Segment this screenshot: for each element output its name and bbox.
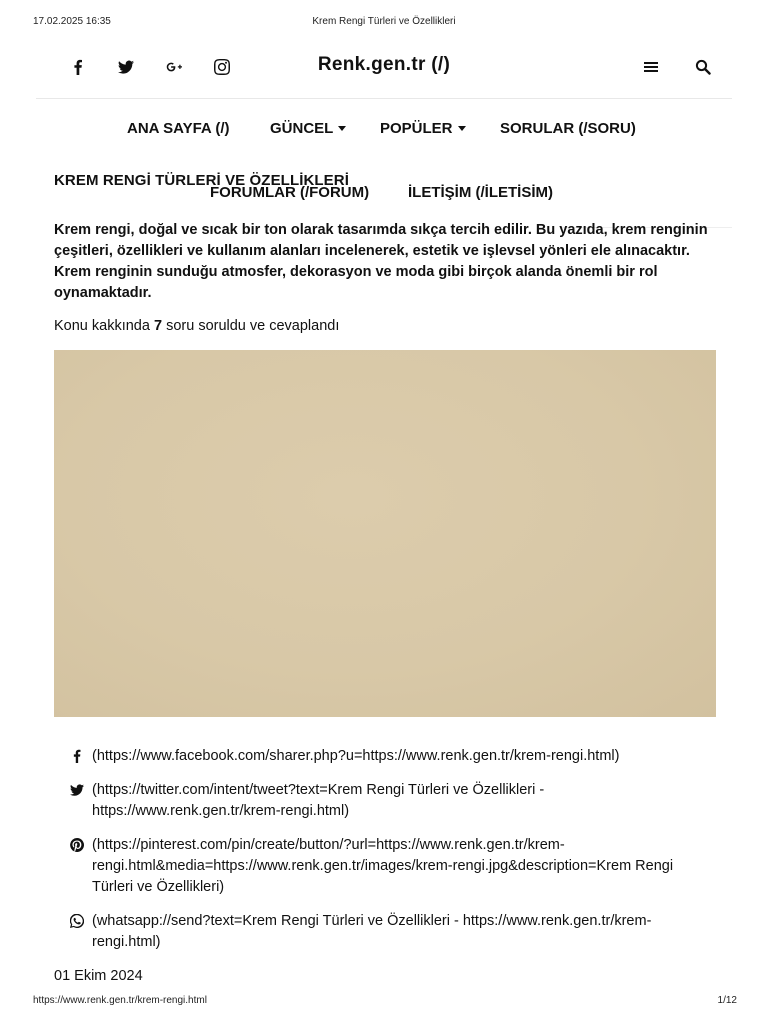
nav-item-iletisim[interactable]: İLETİŞİM (/İLETİSİM) bbox=[408, 184, 553, 201]
nav-item-guncel[interactable] bbox=[270, 120, 346, 137]
share-whatsapp[interactable] bbox=[54, 911, 714, 953]
nav-item-populer[interactable] bbox=[380, 120, 466, 137]
print-header bbox=[0, 16, 768, 30]
share-facebook[interactable] bbox=[54, 746, 714, 767]
question-count bbox=[54, 316, 339, 337]
caret-down-icon bbox=[338, 126, 346, 131]
share-links bbox=[54, 746, 714, 966]
share-pinterest[interactable] bbox=[54, 835, 714, 898]
site-header bbox=[0, 50, 768, 84]
page-number: 1/12 bbox=[717, 995, 737, 1006]
print-footer bbox=[0, 995, 768, 1009]
facebook-icon bbox=[54, 746, 92, 767]
share-pinterest-url: (https://pinterest.com/pin/create/button/?url=https://www.renk.gen.tr/krem-rengi.html&media=https://www.renk.gen.tr/images/krem-rengi.jpg&description=Krem Rengi Türleri ve Özellikleri) bbox=[92, 837, 674, 895]
count-value: 7 bbox=[153, 318, 163, 334]
publish-date: 01 Ekim 2024 bbox=[54, 968, 143, 984]
nav-item-forum[interactable]: FORUMLAR (/FORUM) bbox=[210, 184, 370, 201]
nav-item-label: GÜNCEL bbox=[270, 120, 334, 137]
nav-item-label: POPÜLER bbox=[380, 120, 453, 137]
twitter-icon bbox=[54, 780, 92, 822]
main-nav bbox=[0, 120, 768, 144]
share-whatsapp-url: (whatsapp://send?text=Krem Rengi Türleri ve Özellikleri - https://www.renk.gen.tr/krem-rengi.html) bbox=[92, 913, 652, 950]
nav-item-sorular[interactable] bbox=[500, 120, 636, 137]
nav-item-label: SORULAR (/SORU) bbox=[500, 120, 636, 137]
count-prefix: Konu kakkında bbox=[54, 318, 150, 334]
print-title: Krem Rengi Türleri ve Özellikleri bbox=[312, 16, 456, 27]
site-brand[interactable]: Renk.gen.tr (/) bbox=[317, 54, 451, 75]
menu-icon[interactable] bbox=[636, 50, 666, 84]
search-icon[interactable] bbox=[688, 50, 718, 84]
share-facebook-url: (https://www.facebook.com/sharer.php?u=https://www.renk.gen.tr/krem-rengi.html) bbox=[92, 748, 620, 764]
count-suffix: soru soruldu ve cevaplandı bbox=[166, 318, 340, 334]
print-date: 17.02.2025 16:35 bbox=[33, 16, 111, 27]
hero-image bbox=[54, 350, 716, 717]
main-nav-row-2 bbox=[0, 184, 768, 208]
article-intro: Krem rengi, doğal ve sıcak bir ton olarak tasarımda sıkça tercih edilir. Bu yazıda, krem renginin çeşitleri, özellikleri ve kullanım alanları incelenerek, estetik ve işlevsel yönleri ele alınacaktır. Krem renginin sunduğu atmosfer, dekorasyon ve moda gibi birçok alanda önemli bir rol oynamaktadır. bbox=[54, 222, 708, 301]
print-url: https://www.renk.gen.tr/krem-rengi.html bbox=[33, 995, 207, 1006]
whatsapp-icon bbox=[54, 911, 92, 953]
header-tools bbox=[636, 50, 718, 84]
pinterest-icon bbox=[54, 835, 92, 898]
nav-item-home[interactable] bbox=[127, 120, 230, 137]
nav-item-label: ANA SAYFA (/) bbox=[127, 120, 230, 137]
share-twitter-url: (https://twitter.com/intent/tweet?text=Krem Rengi Türleri ve Özellikleri - https://www.renk.gen.tr/krem-rengi.html) bbox=[92, 782, 545, 819]
header-divider bbox=[36, 98, 732, 99]
page-title: KREM RENGİ TÜRLERİ VE ÖZELLİKLERİ bbox=[54, 172, 349, 189]
share-twitter[interactable] bbox=[54, 780, 714, 822]
caret-down-icon bbox=[458, 126, 466, 131]
